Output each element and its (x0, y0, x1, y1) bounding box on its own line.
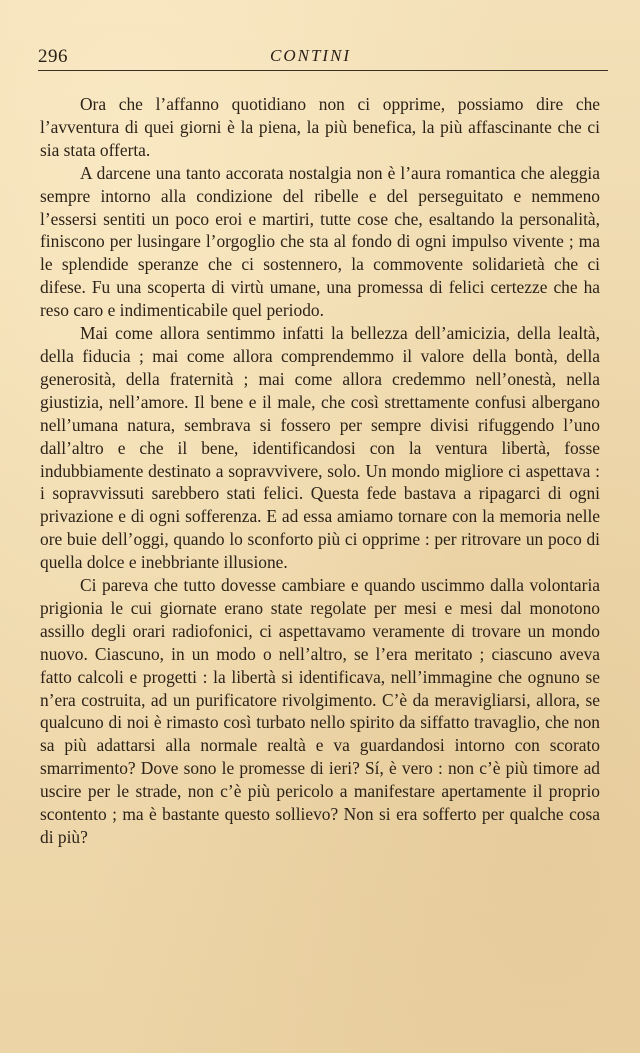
paragraph-3: Mai come allora sentimmo infatti la bellezza dell’amicizia, della lealtà, della fiducia ; mai come allora comprendemmo il valore della bontà, della generosità, della fraternità ; mai come allora credemmo nell’onestà, nella giustizia, nell’amore. Il bene e il male, che così strettamente confusi albergano nell’umana natura, sembrava si fossero per sempre divisi rifuggendo l’uno dall’altro e che il bene, identificandosi con la ventura libertà, fosse indubbiamente destinato a sopravvivere, solo. Un mondo migliore ci aspettava : i sopravvissuti sarebbero stati felici. Questa fede bastava a ripagarci di ogni privazione e di ogni sofferenza. E ad essa amiamo tornare con la memoria nelle ore buie dell’oggi, quando lo sconforto più ci opprime : per ritrovare un poco di quella dolce e inebbriante illusione. (40, 323, 600, 573)
paragraph-4: Ci pareva che tutto dovesse cambiare e quando uscimmo dalla volontaria prigionia le cui giornate erano state regolate per mesi e mesi dal monotono assillo degli orari radiofonici, ci aspettavamo veramente di trovare un mondo nuovo. Ciascuno, in un modo o nell’altro, se l’era meritato ; ciascuno aveva fatto calcoli e progetti : la libertà si identificava, nell’immagine che ognuno se n’era costruita, ad un purificatore rivolgimento. C’è da meravigliarsi, allora, se qualcuno di noi è rimasto così turbato nello spirito da siffatto travaglio, che non sa più adattarsi alla normale realtà e va guardandosi intorno con scorato smarrimento? Dove sono le promesse di ieri? Sí, è vero : non c’è più timore ad uscire per le strade, non c’è più pericolo a manifestare apertamente il proprio scontento ; ma è bastante questo sollievo? Non si era sofferto per qualche cosa di più? (40, 575, 600, 847)
header-rule (38, 70, 608, 71)
page-number: 296 (38, 46, 68, 67)
paragraph-1: Ora che l’affanno quotidiano non ci opprime, possiamo dire che l’avventura di quei giorni è la piena, la più benefica, la più affascinante che ci sia stata offerta. (40, 94, 600, 160)
paragraph-2: A darcene una tanto accorata nostalgia non è l’aura romantica che aleggia sempre intorno alla condizione del ribelle e del perseguitato e nemmeno l’essersi sentiti un poco eroi e martiri, tutte cose che, esaltando la personalità, finiscono per lusingare l’orgoglio che sta al fondo di ogni impulso vivente ; ma le splendide speranze che ci sostennero, la commovente solidarietà che ci difese. Fu una scoperta di virtù umane, una promessa di felici certezze che ha reso caro e indimenticabile quel periodo. (40, 162, 600, 321)
running-title: CONTINI (270, 46, 352, 65)
body-text (40, 93, 600, 849)
running-head (38, 42, 608, 72)
